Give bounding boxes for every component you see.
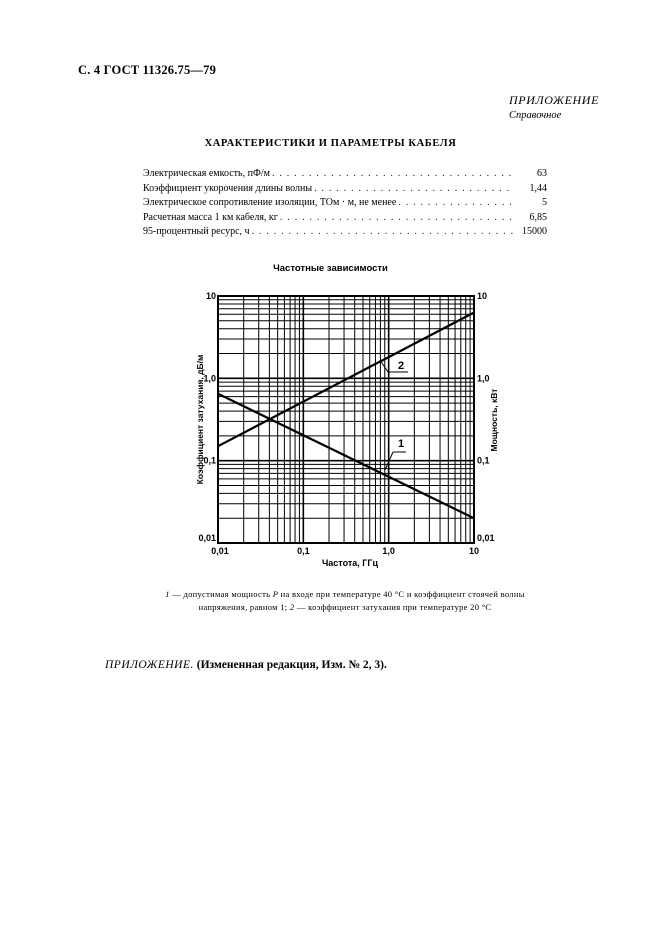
footer-amendment-note: (Измененная редакция, Изм. № 2, 3). <box>196 659 387 671</box>
x-axis-label: Частота, ГГц <box>321 558 379 568</box>
main-title: ХАРАКТЕРИСТИКИ И ПАРАМЕТРЫ КАБЕЛЯ <box>204 138 457 149</box>
x-tick-label: 0,01 <box>211 546 229 556</box>
parameter-label: Электрическая емкость, пФ/м <box>143 168 270 179</box>
parameter-value: 1,44 <box>529 182 547 194</box>
x-tick-labels <box>211 546 479 556</box>
caption-text: — коэффициент затухания при температуре 20 °С <box>294 601 492 612</box>
parameter-label: Коэффициент укорочения длины волны <box>143 182 313 194</box>
parameter-label: 95-процентный ресурс, ч <box>143 226 250 237</box>
parameter-value: 63 <box>537 168 547 179</box>
footer-appendix-label: ПРИЛОЖЕНИЕ. <box>105 659 194 671</box>
y-left-tick-label: 0,1 <box>203 455 216 466</box>
parameter-value: 6,85 <box>529 211 547 223</box>
series-1-label: 1 <box>398 438 405 450</box>
y-right-tick-label: 0,1 <box>477 455 490 466</box>
parameter-label: Электрическое сопротивление изоляции, ТОм · м, не менее <box>143 197 397 208</box>
caption-text: — допустимая мощность <box>169 589 273 599</box>
caption-series-1-number: 1 <box>165 589 170 599</box>
x-tick-label: 1,0 <box>382 546 395 556</box>
chart-title: Частотные зависимости <box>273 263 388 274</box>
parameter-value: 5 <box>542 197 547 208</box>
y-left-axis-label: Коэффициент затухания, дБ/м <box>195 354 205 485</box>
y-left-tick-label: 1,0 <box>203 373 216 384</box>
y-right-axis-label: Мощность, кВт <box>489 388 499 452</box>
caption-text: на входе при температуре 40 °С и коэффициент стоячей волны напряжения, равном 1; <box>198 589 525 612</box>
y-left-tick-label: 10 <box>205 291 216 301</box>
y-right-tick-label: 10 <box>477 291 488 301</box>
footer-note <box>105 659 387 671</box>
x-tick-label: 10 <box>468 546 480 556</box>
caption-series-2-number: 2 <box>289 601 295 612</box>
caption-power-symbol: P <box>272 589 279 599</box>
y-right-tick-label: 0,01 <box>477 533 495 543</box>
y-right-tick-label: 1,0 <box>477 373 490 384</box>
series-line-1 <box>218 394 474 518</box>
parameter-label: Расчетная масса 1 км кабеля, кг <box>143 211 278 223</box>
figure-caption <box>150 588 540 613</box>
y-left-tick-label: 0,01 <box>198 533 216 543</box>
parameter-value: 15000 <box>522 226 547 237</box>
appendix-sublabel: Справочное <box>509 110 562 121</box>
x-tick-label: 0,1 <box>297 546 310 556</box>
series-2-label: 2 <box>398 360 405 372</box>
series-line-2 <box>218 313 474 447</box>
appendix-label: ПРИЛОЖЕНИЕ <box>509 93 599 107</box>
series-2-leader-tail <box>380 360 388 372</box>
page-header: С. 4 ГОСТ 11326.75—79 <box>78 63 217 77</box>
